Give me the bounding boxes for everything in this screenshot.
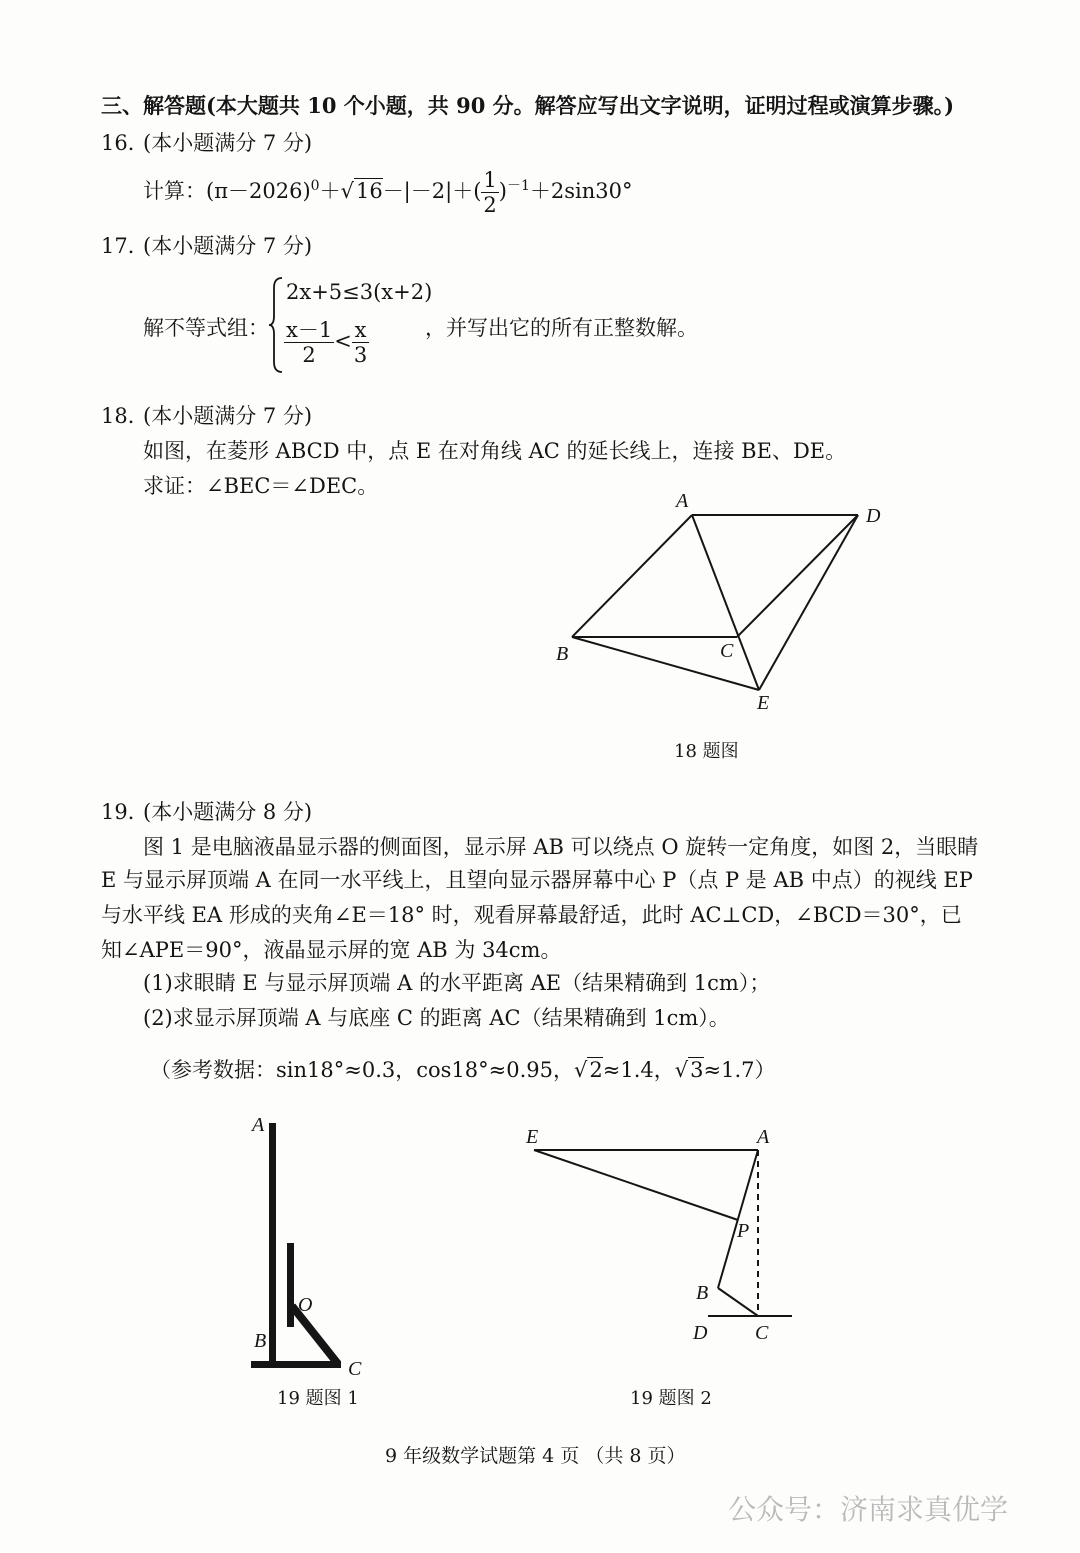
q17-number: 17． <box>101 234 149 258</box>
q19-number: 19． <box>101 800 149 824</box>
q19-fig1-screen-bar <box>269 1123 276 1366</box>
q16-sqrt-sign: √ <box>340 179 354 204</box>
q17-prompt: 解不等式组： <box>143 316 269 340</box>
q16-plus: ＋ <box>319 179 341 204</box>
q16-expr-a: (π－2026) <box>206 179 311 204</box>
q19-caption2: 19 题图 2 <box>630 1388 712 1409</box>
q19-fig2-line-EP <box>534 1150 738 1220</box>
q16-exp0: 0 <box>310 178 320 195</box>
q16-prompt: 计算： <box>143 179 206 204</box>
q18-figure <box>540 490 900 720</box>
q19-fig1-label-B: B <box>254 1330 267 1352</box>
q17-brace <box>268 276 284 374</box>
q16-fraction <box>481 168 498 217</box>
q19-ref-c: ≈1.7） <box>703 1058 776 1082</box>
q18-label-B: B <box>556 643 569 665</box>
q19-fig1-label-O: O <box>298 1294 313 1316</box>
q19-fig2-label-D: D <box>693 1322 708 1344</box>
q18-label-D: D <box>866 505 881 527</box>
q16-tail: ＋2sin30° <box>529 179 633 204</box>
q18-edge-AB <box>572 515 692 637</box>
q19-fig2-label-B: B <box>696 1282 709 1304</box>
q18-caption: 18 题图 <box>674 741 739 762</box>
q18-line2: 求证：∠BEC＝∠DEC。 <box>143 474 379 498</box>
q16-close: ) <box>498 179 507 204</box>
q17-score: (本小题满分 7 分) <box>143 234 313 258</box>
q19-sub2: (2)求显示屏顶端 A 与底座 C 的距离 AC（结果精确到 1cm）。 <box>143 1006 730 1030</box>
q19-ref-a: （参考数据：sin18°≈0.3，cos18°≈0.95， <box>150 1058 574 1082</box>
q19-score: (本小题满分 8 分) <box>143 800 313 824</box>
section-header: 三、解答题(本大题共 10 个小题，共 90 分。解答应写出文字说明，证明过程或演算步骤。) <box>101 93 955 118</box>
q19-ref-sqrt2-arg: 2 <box>589 1058 603 1082</box>
page-footer: 9 年级数学试题第 4 页 （共 8 页） <box>385 1445 686 1467</box>
q18-diag-AE <box>692 515 759 690</box>
q16-number: 16． <box>101 131 149 155</box>
q19-fig1-stand-bar <box>287 1243 294 1327</box>
q16-sqrt-arg: 16 <box>355 179 383 204</box>
q19-fig2-label-E: E <box>526 1126 539 1148</box>
q19-ref-sqrt3-sign: √ <box>674 1058 689 1082</box>
q18-score: (本小题满分 7 分) <box>143 404 313 428</box>
q17-op: < <box>334 329 352 354</box>
watermark: 公众号：济南求真优学 <box>728 1493 1009 1526</box>
q19-fig2-label-A: A <box>757 1126 770 1148</box>
q17-left-num: x－1 <box>286 318 333 342</box>
q18-label-E: E <box>757 692 770 714</box>
q19-fig1-base-bar <box>251 1361 341 1368</box>
q19-reference <box>150 1054 776 1084</box>
q17-right-num: x <box>352 318 369 343</box>
q19-ref-b: ≈1.4， <box>602 1058 675 1082</box>
q18-number: 18． <box>101 404 149 428</box>
q16-exp-neg1: －1 <box>506 178 530 195</box>
q16-score: (本小题满分 7 分) <box>143 131 313 155</box>
q19-fig2-line-BC <box>718 1288 758 1316</box>
q19-figure2 <box>520 1130 810 1330</box>
q17-suffix: ，并写出它的所有正整数解。 <box>425 316 698 340</box>
q17-right-den: 3 <box>353 343 368 368</box>
q19-para-line3: 与水平线 EA 形成的夹角∠E＝18° 时，观看屏幕最舒适，此时 AC⊥CD，∠BCD＝30°，已 <box>101 903 962 927</box>
q19-para-line4: 知∠APE＝90°，液晶显示屏的宽 AB 为 34cm。 <box>101 938 562 962</box>
q16-frac-den: 2 <box>483 193 497 218</box>
q19-ref-sqrt3-arg: 3 <box>690 1058 704 1082</box>
q19-fig2-label-P: P <box>737 1220 750 1242</box>
q19-para-line1: 图 1 是电脑液晶显示器的侧面图，显示屏 AB 可以绕点 O 旋转一定角度，如图 2，当眼睛 <box>143 835 979 859</box>
q18-edge-DC <box>737 515 858 637</box>
q17-left-den: 2 <box>302 343 316 368</box>
q19-fig1-label-C: C <box>348 1358 362 1380</box>
q19-fig2-line-AB <box>718 1150 758 1288</box>
q17-line2 <box>284 318 369 367</box>
q17-left-frac <box>284 318 334 367</box>
q16-frac-num: 1 <box>483 168 497 192</box>
q16-mid: －|－2|＋( <box>382 179 482 204</box>
q17-line1: 2x+5≤3(x+2) <box>286 280 433 304</box>
q18-line1: 如图，在菱形 ABCD 中，点 E 在对角线 AC 的延长线上，连接 BE、DE。 <box>143 439 847 463</box>
q18-label-C: C <box>720 640 734 662</box>
q18-label-A: A <box>676 490 689 512</box>
q18-edge-DE <box>759 515 858 690</box>
q19-sub1: (1)求眼睛 E 与显示屏顶端 A 的水平距离 AE（结果精确到 1cm）； <box>143 971 771 995</box>
q17-right-frac <box>352 318 369 367</box>
q16-expression <box>143 168 633 217</box>
q19-fig1-label-A: A <box>252 1114 265 1136</box>
q19-para-line2: E 与显示屏顶端 A 在同一水平线上，且望向显示器屏幕中心 P（点 P 是 AB 中点）的视线 EP <box>101 868 973 892</box>
q19-caption1: 19 题图 1 <box>277 1388 359 1409</box>
q19-fig2-label-C: C <box>755 1322 769 1344</box>
q19-ref-sqrt2-sign: √ <box>574 1058 588 1082</box>
